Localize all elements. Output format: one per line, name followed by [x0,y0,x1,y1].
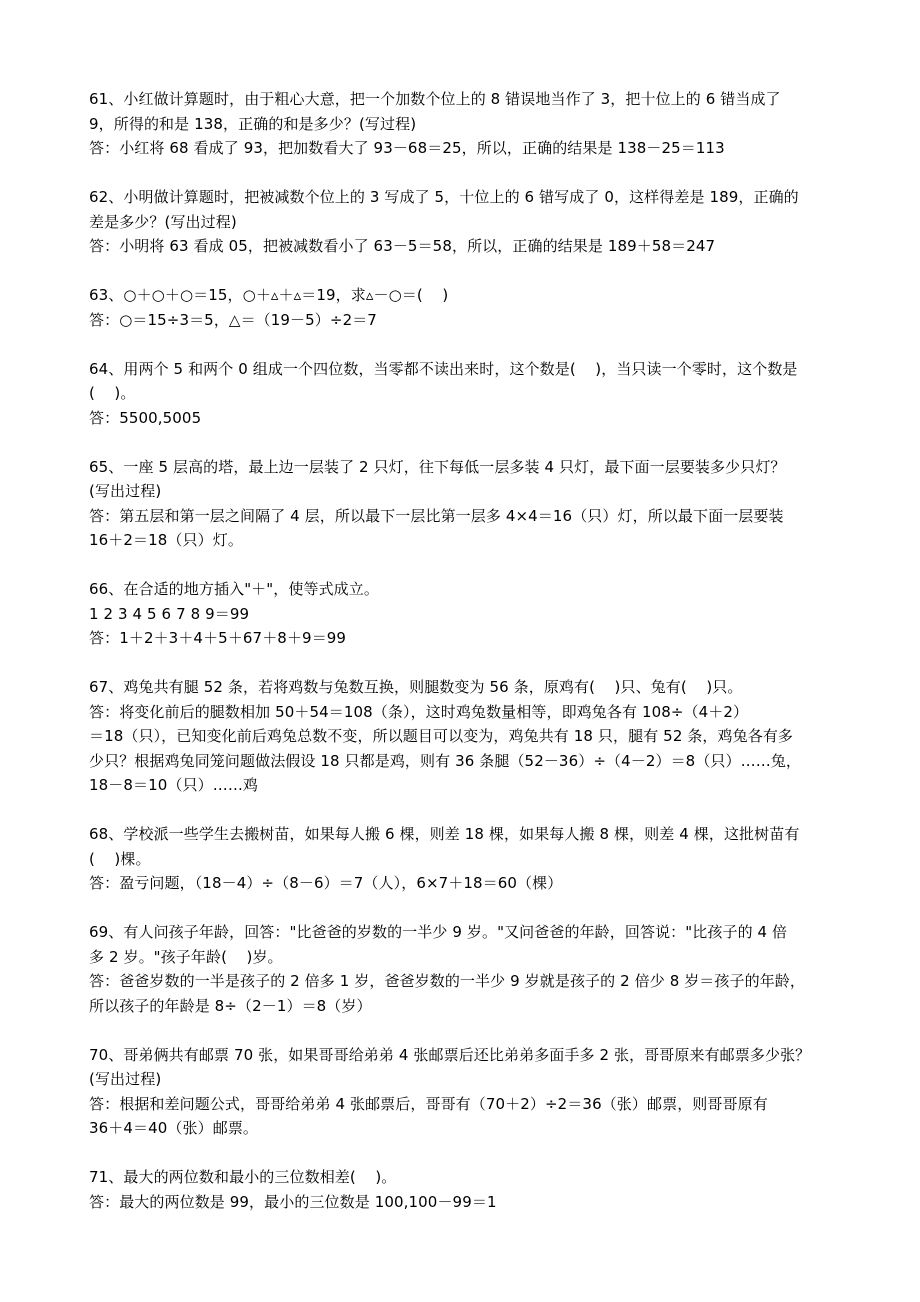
problem-63 [89,283,849,332]
answer-line: 答：第五层和第一层之间隔了 4 层，所以最下一层比第一层多 4×4＝16（只）灯，所以最下面一层要装 [89,506,784,525]
question-line: 9，所得的和是 138，正确的和是多少？(写过程) [89,114,417,133]
answer-line: 36＋4＝40（张）邮票。 [89,1119,259,1137]
spacer [89,798,849,823]
question-line: 65、一座 5 层高的塔，最上边一层装了 2 只灯，往下每低一层多装 4 只灯，最下面一层要装多少只灯？ [89,457,786,476]
answer-line: 答：○＝15÷3＝5，△＝（19－5）÷2＝7 [89,310,377,329]
spacer [89,259,849,284]
answer-line: ＝18（只），已知变化前后鸡兔总数不变，所以题目可以变为，鸡兔共有 18 只，腿有 52 条，鸡兔各有多 [89,727,794,745]
question-line: 69、有人问孩子年龄，回答："比爸爸的岁数的一半少 9 岁。"又问爸爸的年龄，回答说："比孩子的 4 倍 [89,923,788,941]
answer-line: 答：爸爸岁数的一半是孩子的 2 倍多 1 岁，爸爸岁数的一半少 9 岁就是孩子的 2 倍少 8 岁＝孩子的年龄， [89,972,806,990]
answer-line: 答：根据和差问题公式，哥哥给弟弟 4 张邮票后，哥哥有（70＋2）÷2＝36（张）邮票，则哥哥原有 [89,1094,768,1113]
answer-line: 答：5500,5005 [89,408,202,427]
problem-65 [89,455,849,553]
question-line: 62、小明做计算题时，把被减数个位上的 3 写成了 5，十位上的 6 错写成了 0，这样得差是 189，正确的 [89,188,799,206]
answer-line: 少只？根据鸡兔同笼问题做法假设 18 只都是鸡，则有 36 条腿（52－36）÷（4－2）＝8（只）……兔， [89,751,802,770]
problem-71 [89,1165,849,1214]
answer-line: 答：1＋2＋3＋4＋5＋67＋8＋9＝99 [89,629,347,647]
answer-line: 16＋2＝18（只）灯。 [89,531,243,549]
spacer [89,161,849,186]
question-line: ( )。 [89,384,136,402]
question-line: 66、在合适的地方插入"＋"，使等式成立。 [89,580,379,598]
question-line: 67、鸡兔共有腿 52 条，若将鸡数与兔数互换，则腿数变为 56 条，原鸡有( )只、兔有( )只。 [89,678,743,696]
spacer [89,1141,849,1166]
question-line: 64、用两个 5 和两个 0 组成一个四位数，当零都不读出来时，这个数是( )，当只读一个零时，这个数是 [89,359,798,378]
problem-67 [89,675,849,798]
problem-62 [89,185,849,259]
question-line: (写出过程) [89,482,162,500]
question-line: 差是多少？(写出过程) [89,212,237,231]
question-line: 68、学校派一些学生去搬树苗，如果每人搬 6 棵，则差 18 棵，如果每人搬 8 棵，则差 4 棵，这批树苗有 [89,825,800,843]
spacer [89,896,849,921]
question-line: 多 2 岁。"孩子年龄( )岁。 [89,947,283,966]
problem-68 [89,822,849,896]
question-line: 71、最大的两位数和最小的三位数相差( )。 [89,1168,397,1186]
answer-line: 答：将变化前后的腿数相加 50＋54＝108（条），这时鸡兔数量相等，即鸡兔各有 108÷（4＋2） [89,702,749,721]
question-line: (写出过程) [89,1070,162,1088]
spacer [89,553,849,578]
question-line: ( )棵。 [89,849,151,868]
problem-61 [89,87,849,161]
problem-70 [89,1043,849,1141]
question-line: 70、哥弟俩共有邮票 70 张，如果哥哥给弟弟 4 张邮票后还比弟弟多面手多 2 张，哥哥原来有邮票多少张？ [89,1045,811,1064]
question-line: 63、○＋○＋○＝15，○＋▵＋▵＝19，求▵－○＝( ) [89,286,449,304]
answer-line: 答：小红将 68 看成了 93，把加数看大了 93－68＝25，所以，正确的结果是 138－25＝113 [89,139,725,157]
spacer [89,430,849,455]
answer-line: 答：盈亏问题，（18－4）÷（8－6）＝7（人），6×7＋18＝60（棵） [89,874,563,892]
document-body [89,87,849,1214]
spacer [89,1018,849,1043]
problem-64 [89,357,849,431]
answer-line: 所以孩子的年龄是 8÷（2－1）＝8（岁） [89,996,372,1015]
answer-line: 答：最大的两位数是 99，最小的三位数是 100,100－99＝1 [89,1192,497,1211]
spacer [89,332,849,357]
answer-line: 18－8＝10（只）……鸡 [89,776,259,794]
problem-66 [89,577,849,651]
question-line: 61、小红做计算题时，由于粗心大意，把一个加数个位上的 8 错误地当作了 3，把十位上的 6 错当成了 [89,90,781,108]
spacer [89,651,849,676]
question-line: 1 2 3 4 5 6 7 8 9＝99 [89,604,250,623]
problem-69 [89,920,849,1018]
answer-line: 答：小明将 63 看成 05，把被减数看小了 63－5＝58，所以，正确的结果是 189＋58＝247 [89,237,716,255]
